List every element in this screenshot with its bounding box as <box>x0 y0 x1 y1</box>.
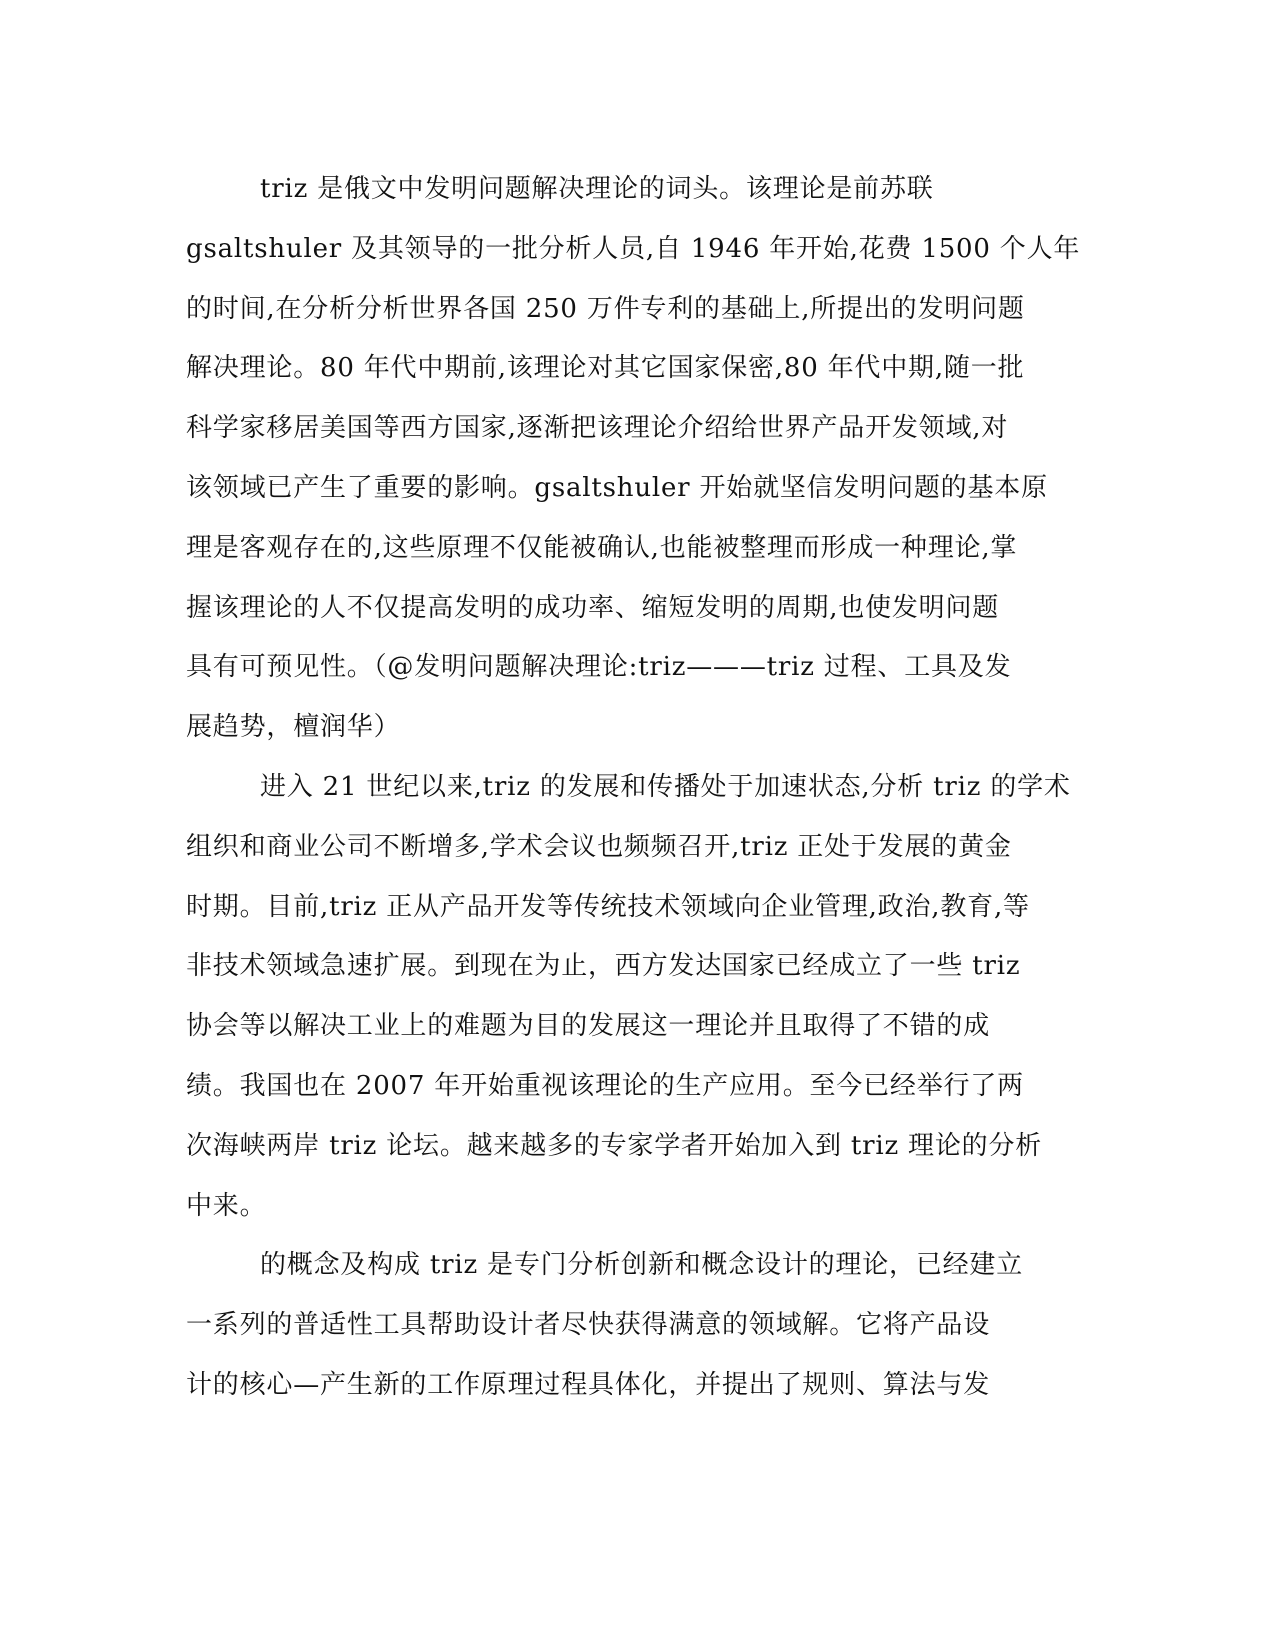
text-line: 时期。目前,triz 正从产品开发等传统技术领域向企业管理,政治,教育,等 <box>186 891 1030 922</box>
text-line: 协会等以解决工业上的难题为目的发展这一理论并且取得了不错的成 <box>186 1011 991 1042</box>
text-line: 的概念及构成 triz 是专门分析创新和概念设计的理论，已经建立 <box>260 1250 1024 1281</box>
text-line: 展趋势，檀润华） <box>186 712 401 743</box>
paragraph-2 <box>186 758 1086 1236</box>
text-line: 科学家移居美国等西方国家,逐渐把该理论介绍给世界产品开发领域,对 <box>186 413 1009 444</box>
text-line: 解决理论。80 年代中期前,该理论对其它国家保密,80 年代中期,随一批 <box>186 353 1025 384</box>
text-line: 组织和商业公司不断增多,学术会议也频频召开,triz 正处于发展的黄金 <box>186 831 1012 862</box>
text-line: 握该理论的人不仅提高发明的成功率、缩短发明的周期,也使发明问题 <box>186 592 1000 623</box>
document-body <box>186 160 1086 1416</box>
text-line: 次海峡两岸 triz 论坛。越来越多的专家学者开始加入到 triz 理论的分析 <box>186 1130 1043 1161</box>
text-line: 进入 21 世纪以来,triz 的发展和传播处于加速状态,分析 triz 的学术 <box>260 771 1071 802</box>
text-line: 中来。 <box>186 1190 267 1221</box>
text-line: 的时间,在分析分析世界各国 250 万件专利的基础上,所提出的发明问题 <box>186 293 1025 324</box>
text-line: 理是客观存在的,这些原理不仅能被确认,也能被整理而形成一种理论,掌 <box>186 532 1018 563</box>
text-line: 一系列的普适性工具帮助设计者尽快获得满意的领域解。它将产品设 <box>186 1310 991 1341</box>
paragraph-3 <box>186 1236 1086 1415</box>
text-line: gsaltshuler 及其领导的一批分析人员,自 1946 年开始,花费 1500 个人年 <box>186 233 1081 264</box>
text-line: 计的核心—产生新的工作原理过程具体化，并提出了规则、算法与发 <box>186 1369 991 1400</box>
paragraph-1 <box>186 160 1086 758</box>
text-line: 非技术领域急速扩展。到现在为止，西方发达国家已经成立了一些 triz <box>186 951 1021 982</box>
text-line: triz 是俄文中发明问题解决理论的词头。该理论是前苏联 <box>260 174 934 204</box>
text-line: 绩。我国也在 2007 年开始重视该理论的生产应用。至今已经举行了两 <box>186 1070 1024 1101</box>
text-line: 该领域已产生了重要的影响。gsaltshuler 开始就坚信发明问题的基本原 <box>186 472 1048 503</box>
text-line: 具有可预见性。（@发明问题解决理论:triz———triz 过程、工具及发 <box>186 652 1012 683</box>
